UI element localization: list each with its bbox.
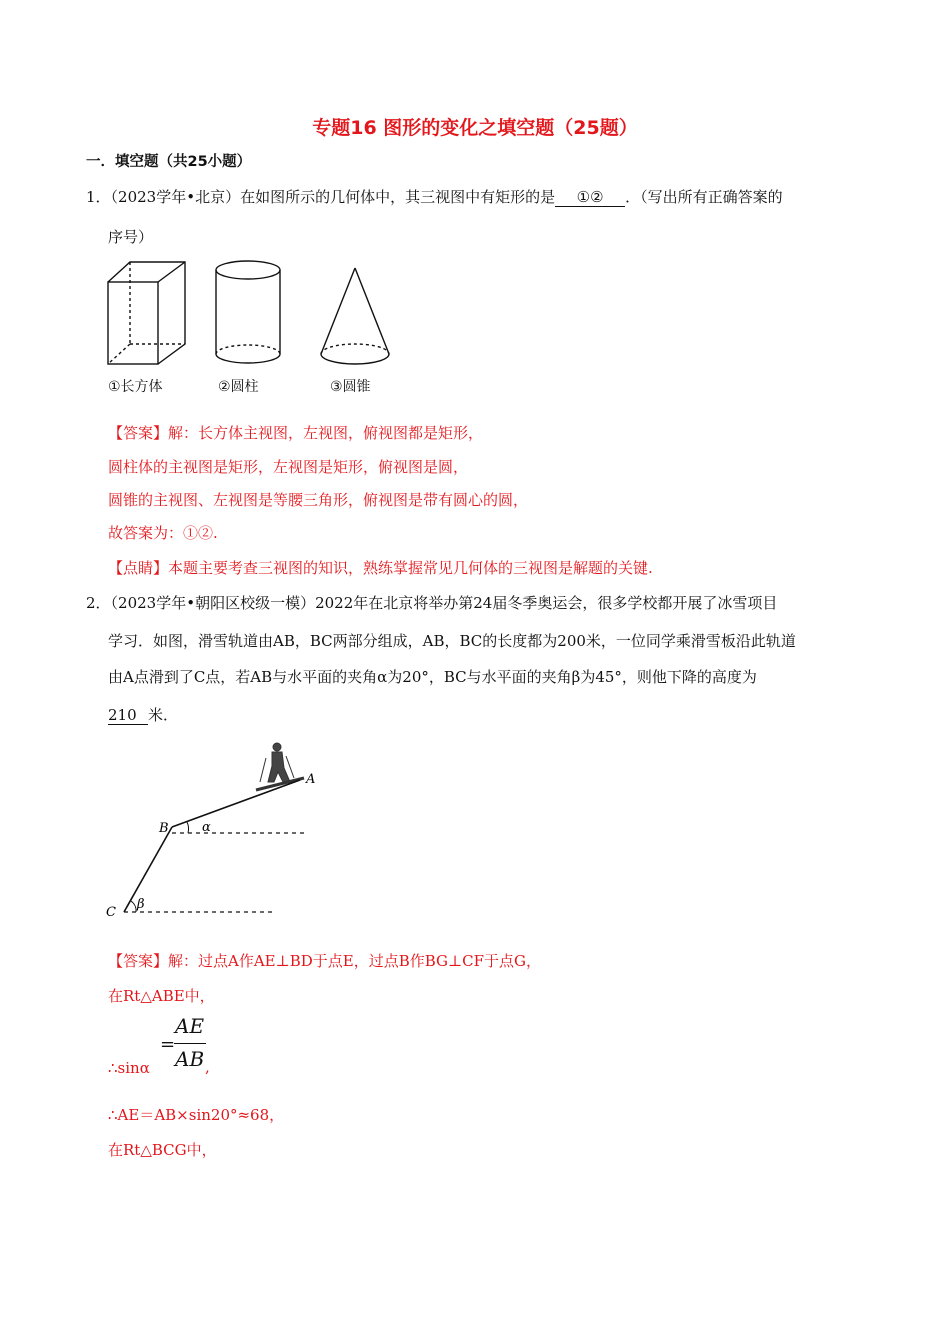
q2-answer-line3: ∴AE＝AB×sin20°≈68， [108, 1106, 285, 1124]
q1-label-cuboid: ①长方体 [108, 378, 163, 394]
q2-number: 2． [86, 594, 111, 612]
beta-label: β [137, 897, 145, 912]
q2-answer-line4: 在Rt△BCG中， [108, 1141, 217, 1159]
q2-eq-sign: = [160, 1034, 176, 1055]
q1-number: 1． [86, 188, 111, 206]
alpha-label: α [202, 820, 211, 835]
q2-line3: 由A点滑到了C点，若AB与水平面的夹角α为20°，BC与水平面的夹角β为45°，则他下降的高度为 [108, 668, 757, 686]
q2-line4 [108, 704, 178, 725]
cylinder-figure [216, 261, 280, 363]
q1-line2: 序号） [108, 228, 154, 246]
q2-text4-post: 米． [148, 706, 179, 724]
page-title: 专题16 图形的变化之填空题（25题） [312, 117, 638, 139]
section-heading: 一．填空题（共25小题） [86, 154, 252, 170]
q2-line2: 学习．如图，滑雪轨道由AB，BC两部分组成，AB，BC的长度都为200米，一位同学乘滑雪板沿此轨道 [108, 632, 796, 650]
q1-answer-text1: 解：长方体主视图，左视图，俯视图都是矩形， [168, 424, 484, 442]
angle-alpha-arc [187, 822, 189, 833]
q1-text-post: ．（写出所有正确答案的 [625, 188, 783, 206]
point-c-label: C [106, 905, 116, 920]
q1-label-cone: ③圆锥 [330, 378, 371, 394]
q1-answer-line2: 圆柱体的主视图是矩形，左视图是矩形，俯视图是圆， [108, 458, 469, 476]
q2-answer-tag: 【答案】 [108, 952, 169, 970]
q1-answer-line1 [108, 422, 483, 443]
point-a-label: A [306, 772, 316, 787]
skier-icon [256, 743, 304, 790]
q1-line1 [86, 186, 783, 207]
q1-answer-tag: 【答案】 [108, 424, 169, 442]
q2-answer-line2: 在Rt△ABE中， [108, 987, 215, 1005]
angle-beta-arc [131, 901, 136, 912]
track-bc [124, 827, 172, 912]
q2-fraction-numerator: AE [175, 1014, 205, 1038]
q2-answer-text1: 解：过点A作AE⊥BD于点E，过点B作BG⊥CF于点G， [168, 952, 542, 970]
q2-fraction-bar [174, 1043, 206, 1044]
q1-answer-blank: ①② [555, 188, 625, 207]
track-ab [172, 780, 300, 827]
q1-text-pre: （2023学年•北京）在如图所示的几何体中，其三视图中有矩形的是 [110, 188, 556, 206]
q2-answer-line1 [108, 950, 541, 971]
q2-ski-track-figure [100, 738, 330, 923]
cuboid-figure [108, 262, 185, 364]
cone-figure [321, 268, 389, 364]
q2-answer-blank: 210 [108, 706, 148, 725]
q1-label-cylinder: ②圆柱 [218, 378, 259, 394]
point-b-label: B [159, 821, 169, 836]
q2-sin-prefix: ∴sinα [108, 1059, 150, 1077]
q1-answer-line3: 圆锥的主视图、左视图是等腰三角形，俯视图是带有圆心的圆， [108, 491, 529, 509]
q1-solids-figure [100, 258, 400, 370]
q1-comment-tag: 【点睛】 [108, 559, 169, 577]
q1-comment-text: 本题主要考查三视图的知识，熟练掌握常见几何体的三视图是解题的关键. [168, 559, 653, 577]
q2-text1: （2023学年•朝阳区校级一模）2022年在北京将举办第24届冬季奥运会，很多学校都开展了冰雪项目 [110, 594, 778, 612]
q2-fraction-denominator: AB [175, 1047, 205, 1071]
q1-answer-line4: 故答案为：①②. [108, 524, 218, 542]
q2-line1 [86, 592, 777, 613]
q2-fraction-comma: , [205, 1058, 210, 1076]
q1-comment [108, 557, 653, 578]
